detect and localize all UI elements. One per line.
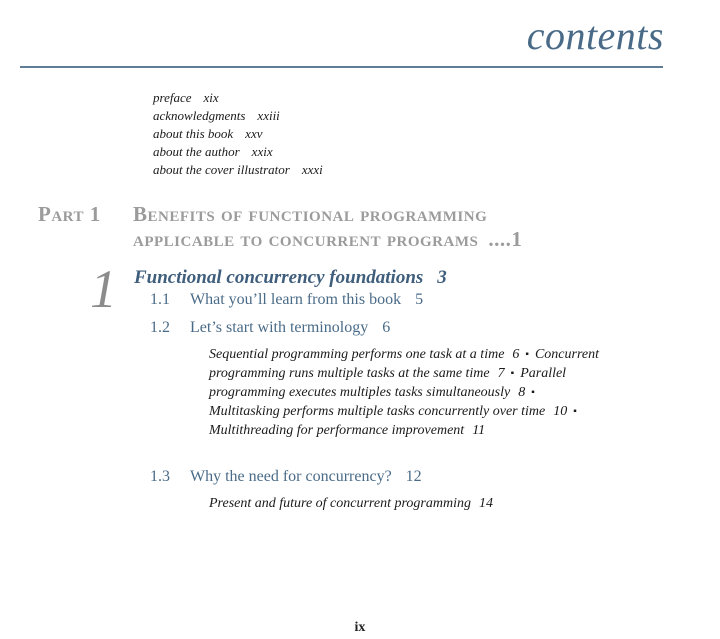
subsection-page: 11 <box>472 423 486 438</box>
section-entry[interactable] <box>150 319 390 337</box>
part-page: 1 <box>511 227 523 251</box>
chapter-page: 3 <box>437 267 447 288</box>
chapter-title[interactable] <box>134 267 447 289</box>
separator-icon: ▪ <box>510 368 515 379</box>
entry-page: xxiii <box>257 108 280 123</box>
subsection-list <box>209 345 599 440</box>
subsection-title: Multithreading for performance improvement <box>209 423 465 438</box>
part-leader: .... <box>488 227 512 251</box>
subsection-item[interactable] <box>209 347 519 362</box>
separator-icon: ▪ <box>525 349 529 360</box>
heading-rule <box>20 66 663 68</box>
front-matter-item[interactable] <box>153 143 323 161</box>
section-page: 5 <box>415 291 424 308</box>
section-page: 6 <box>382 319 391 336</box>
part-title-line: applicable to concurrent programs <box>133 227 479 251</box>
chapter-title-text: Functional concurrency foundations <box>134 267 424 288</box>
subsection-page: 14 <box>478 496 493 511</box>
entry-page: xxv <box>245 126 263 141</box>
section-number: 1.1 <box>150 291 170 308</box>
subsection-title: Parallel programming executes multiples tasks simultaneously <box>209 366 567 400</box>
section-entry[interactable] <box>150 291 423 309</box>
part-label: Part 1 <box>38 202 101 226</box>
subsection-page: 6 <box>512 347 520 362</box>
chapter-number: 1 <box>90 259 117 319</box>
separator-icon: ▪ <box>531 387 535 398</box>
entry-page: xix <box>203 90 219 105</box>
front-matter-item[interactable] <box>153 89 323 107</box>
subsection-title: Sequential programming performs one task at a time <box>209 347 505 362</box>
subsection-item[interactable] <box>209 423 485 438</box>
section-entry[interactable] <box>150 468 422 486</box>
subsection-item[interactable] <box>209 404 567 419</box>
part-title-line: Benefits of functional programming <box>133 202 488 226</box>
entry-title: acknowledgments <box>153 108 246 123</box>
page-title: contents <box>526 13 664 58</box>
section-number: 1.3 <box>150 468 170 485</box>
part-title-line-2 <box>133 227 653 252</box>
section-title: What you’ll learn from this book <box>190 291 402 308</box>
front-matter-item[interactable] <box>153 107 323 125</box>
part-title[interactable] <box>133 202 653 252</box>
separator-icon: ▪ <box>573 406 577 417</box>
entry-title: about the author <box>153 144 240 159</box>
entry-page: xxix <box>251 144 273 159</box>
subsection-list <box>209 494 599 513</box>
subsection-item[interactable] <box>209 496 493 511</box>
page-number: ix <box>354 620 366 635</box>
entry-title: preface <box>153 90 192 105</box>
front-matter-item[interactable] <box>153 161 323 179</box>
subsection-page: 10 <box>553 404 568 419</box>
subsection-page: 8 <box>518 385 526 400</box>
section-title: Let’s start with terminology <box>190 319 369 336</box>
front-matter-item[interactable] <box>153 125 323 143</box>
section-page: 12 <box>405 468 422 485</box>
section-title: Why the need for concurrency? <box>190 468 392 485</box>
subsection-title: Present and future of concurrent programming <box>209 496 471 511</box>
entry-title: about this book <box>153 126 234 141</box>
subsection-page: 7 <box>497 366 505 381</box>
entry-title: about the cover illustrator <box>153 162 290 177</box>
subsection-title: Concurrent programming runs multiple tasks at the same time <box>209 347 599 381</box>
subsection-title: Multitasking performs multiple tasks concurrently over time <box>209 404 546 419</box>
section-number: 1.2 <box>150 319 170 336</box>
front-matter-list <box>153 89 323 179</box>
entry-page: xxxi <box>301 162 323 177</box>
